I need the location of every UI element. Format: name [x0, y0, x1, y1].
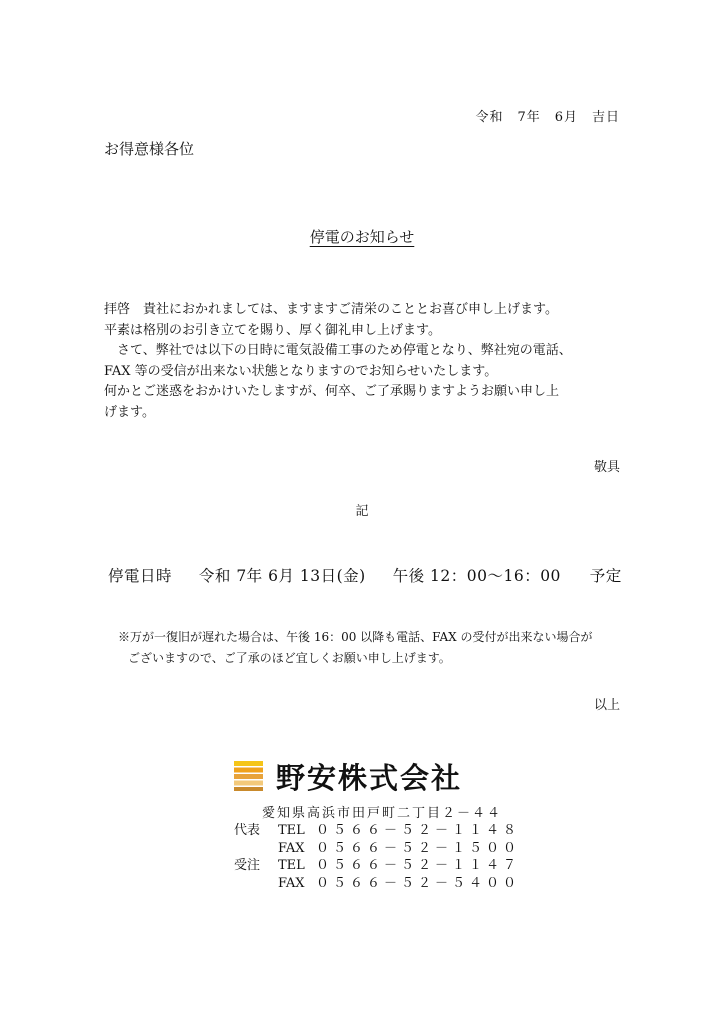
contact-number: ０５６６－５２－１５００	[316, 840, 521, 856]
ki-heading: 記	[355, 504, 369, 519]
contact-row	[234, 857, 520, 875]
contact-row	[234, 822, 520, 840]
company-logo-icon	[232, 761, 265, 791]
notice-title	[0, 226, 724, 247]
contact-label: 代表	[234, 823, 261, 838]
end-mark: 以上	[593, 698, 620, 713]
schedule-label: 停電日時	[108, 567, 173, 585]
contact-row	[234, 840, 520, 858]
contact-number: ０５６６－５２－１１４７	[316, 858, 521, 873]
contact-kind: TEL	[278, 858, 305, 873]
schedule-date: 令和 7年 6月 13日(金)	[198, 567, 366, 585]
contact-number: ０５６６－５２－５４００	[316, 875, 521, 891]
note-line: ございますので、ご了承のほど宜しくお願い申し上げます。	[128, 651, 451, 665]
body-line: 平素は格別のお引き立てを賜り、厚く御礼申し上げます。	[104, 322, 441, 338]
body-line: 拝啓 貴社におかれましては、ますますご清栄のこととお喜び申し上げます。	[104, 302, 558, 317]
letter-body	[104, 300, 624, 423]
contact-number: ０５６６－５２－１１４８	[316, 823, 521, 838]
letter-date: 令和 7年 6月 吉日	[475, 110, 620, 125]
body-line: 何かとご迷惑をおかけいたしますが、何卒、ご了承賜りますようお願い申し上	[104, 384, 560, 399]
body-line: FAX 等の受信が出来ない状態となりますのでお知らせいたします。	[104, 363, 498, 379]
schedule-status: 予定	[589, 567, 622, 585]
company-contacts	[234, 822, 520, 892]
closing: 敬具	[593, 460, 620, 475]
contact-row	[234, 875, 520, 893]
company-name: 野安株式会社	[276, 761, 463, 795]
contact-label: 受注	[234, 858, 261, 873]
contact-label	[234, 840, 278, 858]
contact-kind: FAX	[278, 875, 305, 891]
body-line: げます。	[104, 404, 155, 420]
body-line: さて、弊社では以下の日時に電気設備工事のため停電となり、弊社宛の電話、	[104, 343, 572, 358]
contact-label	[234, 875, 278, 893]
recipient: お得意様各位	[104, 140, 195, 158]
schedule-time: 午後 12：00～16：00	[392, 567, 561, 585]
company-address: 愛知県高浜市田戸町二丁目２－４４	[262, 806, 503, 821]
notice-title-text: 停電のお知らせ	[309, 228, 415, 246]
note-line: ※万が一復旧が遅れた場合は、午後 16：00 以降も電話、FAX の受付が出来ない場合が	[118, 630, 593, 644]
contact-kind: FAX	[278, 840, 305, 856]
contact-kind: TEL	[278, 823, 305, 838]
outage-schedule	[108, 564, 622, 586]
note	[118, 627, 592, 669]
